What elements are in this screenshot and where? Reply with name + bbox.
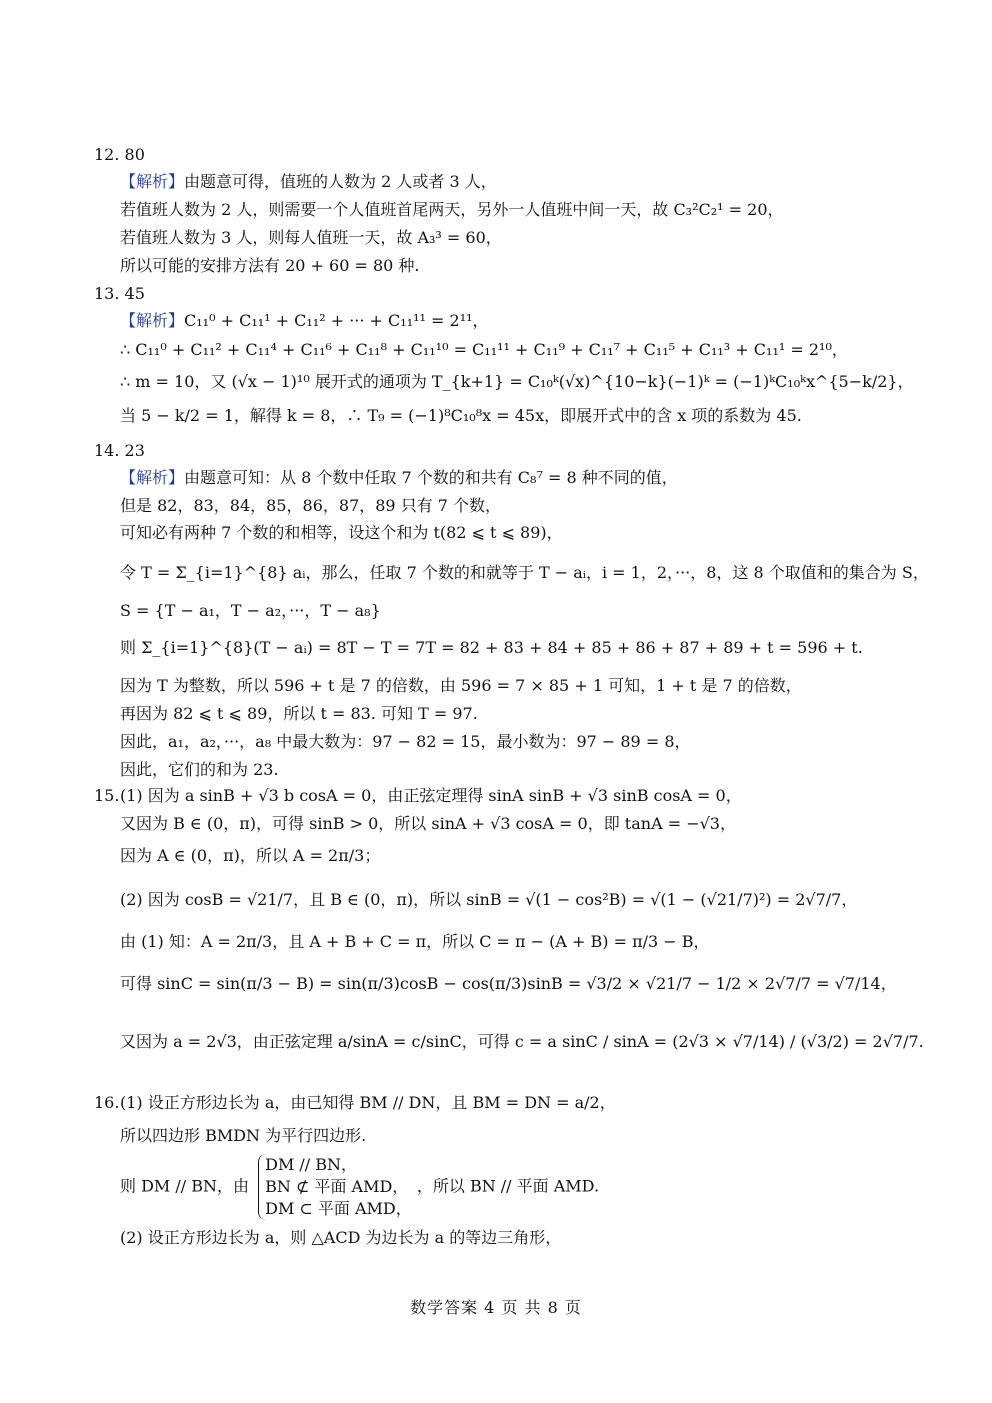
- q15-line-7: 又因为 a = 2√3，由正弦定理 a/sinA = c/sinC，可得 c = a sinC / sinA = (2√3 × √7/14) / (√3/2) = 2√7/7.: [120, 1032, 924, 1051]
- q13-line-2: ∴ C₁₁⁰ + C₁₁² + C₁₁⁴ + C₁₁⁶ + C₁₁⁸ + C₁₁¹⁰ = C₁₁¹¹ + C₁₁⁹ + C₁₁⁷ + C₁₁⁵ + C₁₁³ + C₁₁¹ = 2¹⁰，: [120, 340, 848, 359]
- q15-number: 15.: [94, 786, 120, 805]
- q14-line-3: 可知必有两种 7 个数的和相等，设这个和为 t(82 ⩽ t ⩽ 89)，: [120, 523, 563, 542]
- q14-line-8: 再因为 82 ⩽ t ⩽ 89，所以 t = 83. 可知 T = 97.: [120, 704, 478, 723]
- q15-line-2: 又因为 B ∈ (0，π)，可得 sinB > 0，所以 sinA + √3 cosA = 0，即 tanA = −√3，: [120, 814, 736, 833]
- q14-line-9: 因此，a₁，a₂，···，a₈ 中最大数为：97 − 82 = 15，最小数为：97 − 89 = 8，: [120, 732, 691, 751]
- q14-line-6: 则 Σ_{i=1}^{8}(T − aᵢ) = 8T − T = 7T = 82 + 83 + 84 + 85 + 86 + 87 + 89 + t = 596 + t.: [120, 638, 863, 657]
- q16-line-1: (1) 设正方形边长为 a，由已知得 BM // DN，且 BM = DN = a/2，: [120, 1093, 616, 1112]
- q16-number: 16.: [94, 1093, 120, 1112]
- q14-number: 14. 23: [94, 441, 145, 460]
- q14-line-1: 【解析】由题意可知：从 8 个数中任取 7 个数的和共有 C₈⁷ = 8 种不同的值，: [120, 468, 678, 487]
- q13-line-1: 【解析】C₁₁⁰ + C₁₁¹ + C₁₁² + ··· + C₁₁¹¹ = 2¹¹，: [120, 311, 489, 330]
- q12-line-2: 若值班人数为 2 人，则需要一个人值班首尾两天，另外一人值班中间一天，故 C₃²C₂¹ = 20，: [120, 200, 784, 219]
- analysis-tag: 【解析】: [120, 468, 185, 487]
- q12-number: 12. 80: [94, 145, 145, 164]
- q14-line-2: 但是 82，83，84，85，86，87，89 只有 7 个数，: [120, 496, 502, 515]
- q14-line-10: 因此，它们的和为 23.: [120, 760, 279, 779]
- q14-line-5: S = {T − a₁，T − a₂，···，T − a₈}: [120, 601, 381, 620]
- q16-system-line: 则 DM // BN，由 DM // BN， BN ⊄ 平面 AMD， DM ⊂ 平面 AMD， ，所以 BN // 平面 AMD.: [120, 1155, 600, 1218]
- q13-number: 13. 45: [94, 284, 145, 303]
- equation-system: DM // BN， BN ⊄ 平面 AMD， DM ⊂ 平面 AMD，: [258, 1154, 412, 1220]
- q14-line-4: 令 T = Σ_{i=1}^{8} aᵢ，那么，任取 7 个数的和就等于 T − aᵢ，i = 1，2，···，8，这 8 个取值和的集合为 S，: [120, 563, 929, 582]
- q15-line-4: (2) 因为 cosB = √21/7，且 B ∈ (0，π)，所以 sinB = √(1 − cos²B) = √(1 − (√21/7)²) = 2√7/7，: [120, 890, 858, 909]
- analysis-tag: 【解析】: [120, 311, 185, 330]
- q12-line-4: 所以可能的安排方法有 20 + 60 = 80 种.: [120, 256, 420, 275]
- q14-line-7: 因为 T 为整数，所以 596 + t 是 7 的倍数，由 596 = 7 × 85 + 1 可知，1 + t 是 7 的倍数，: [120, 676, 802, 695]
- page-footer: 数学答案 4 页 共 8 页: [410, 1298, 582, 1317]
- q12-line-1: 【解析】由题意可得，值班的人数为 2 人或者 3 人，: [120, 172, 497, 191]
- q15-line-3: 因为 A ∈ (0，π)，所以 A = 2π/3；: [120, 846, 381, 865]
- q15-line-6: 可得 sinC = sin(π/3 − B) = sin(π/3)cosB − cos(π/3)sinB = √3/2 × √21/7 − 1/2 × 2√7/7 = √7/14，: [120, 974, 897, 993]
- q15-line-1: (1) 因为 a sinB + √3 b cosA = 0，由正弦定理得 sinA sinB + √3 sinB cosA = 0，: [120, 786, 742, 805]
- q16-line-4: (2) 设正方形边长为 a，则 △ACD 为边长为 a 的等边三角形，: [120, 1228, 562, 1247]
- analysis-tag: 【解析】: [120, 172, 185, 191]
- q15-line-5: 由 (1) 知：A = 2π/3，且 A + B + C = π，所以 C = π − (A + B) = π/3 − B，: [120, 932, 710, 951]
- q13-line-4: 当 5 − k/2 = 1，解得 k = 8，∴ T₉ = (−1)⁸C₁₀⁸x = 45x，即展开式中的含 x 项的系数为 45.: [120, 406, 802, 425]
- q16-line-2: 所以四边形 BMDN 为平行四边形.: [120, 1126, 367, 1145]
- q12-line-3: 若值班人数为 3 人，则每人值班一天，故 A₃³ = 60，: [120, 228, 502, 247]
- q13-line-3: ∴ m = 10，又 (√x − 1)¹⁰ 展开式的通项为 T_{k+1} = C₁₀ᵏ(√x)^{10−k}(−1)ᵏ = (−1)ᵏC₁₀ᵏx^{5−k/2}，: [120, 372, 914, 391]
